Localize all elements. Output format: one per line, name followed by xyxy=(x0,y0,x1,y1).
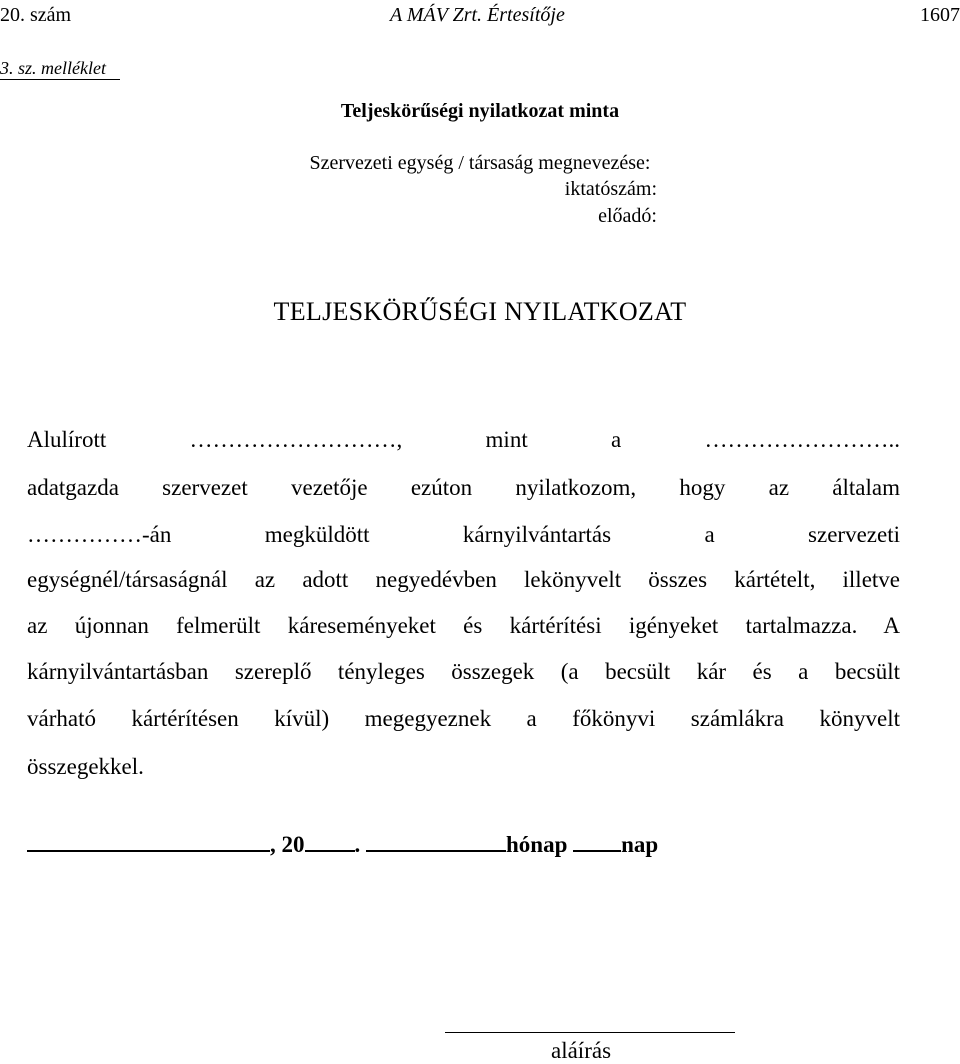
org-label: Szervezeti egység / társaság megnevezése: xyxy=(309,152,651,174)
date-line xyxy=(27,826,658,858)
day-blank[interactable] xyxy=(573,826,621,852)
reference-number-label: iktatószám: xyxy=(564,178,657,200)
body-line: kárnyilvántartásban szereplő tényleges összegek (a becsült kár és a becsült xyxy=(27,659,900,684)
annex-label: 3. sz. melléklet xyxy=(0,58,106,78)
annex-underline xyxy=(0,79,120,80)
year-period: . xyxy=(354,832,366,857)
header-issue: 20. szám xyxy=(0,4,72,26)
day-label: nap xyxy=(621,832,659,857)
body-line: Alulírott ………………………, mint a …………………….. xyxy=(27,427,900,452)
year-blank[interactable] xyxy=(305,826,355,852)
author-label: előadó: xyxy=(598,205,657,227)
body-line: adatgazda szervezet vezetője ezúton nyilatkozom, hogy az általam xyxy=(27,475,900,500)
month-blank[interactable] xyxy=(366,826,506,852)
body-line: ……………-án megküldött kárnyilvántartás a szervezeti xyxy=(27,522,900,547)
header-publication: A MÁV Zrt. Értesítője xyxy=(390,4,565,26)
body-line: összegekkel. xyxy=(27,754,144,779)
body-line: az újonnan felmerült káreseményeket és kártérítési igényeket tartalmazza. A xyxy=(27,613,900,638)
header-page-number: 1607 xyxy=(920,4,960,26)
signature-line[interactable] xyxy=(445,1032,735,1033)
declaration-title: TELJESKÖRŰSÉGI NYILATKOZAT xyxy=(273,297,687,326)
year-prefix: , 20 xyxy=(270,832,305,857)
body-line: várható kártérítésen kívül) megegyeznek a főkönyvi számlákra könyvelt xyxy=(27,706,900,731)
form-title: Teljeskörűségi nyilatkozat minta xyxy=(340,100,620,122)
body-line: egységnél/társaságnál az adott negyedévben lekönyvelt összes kártételt, illetve xyxy=(27,567,900,592)
signature-label: aláírás xyxy=(551,1038,612,1063)
month-label: hónap xyxy=(506,832,568,857)
place-blank[interactable] xyxy=(27,826,270,852)
